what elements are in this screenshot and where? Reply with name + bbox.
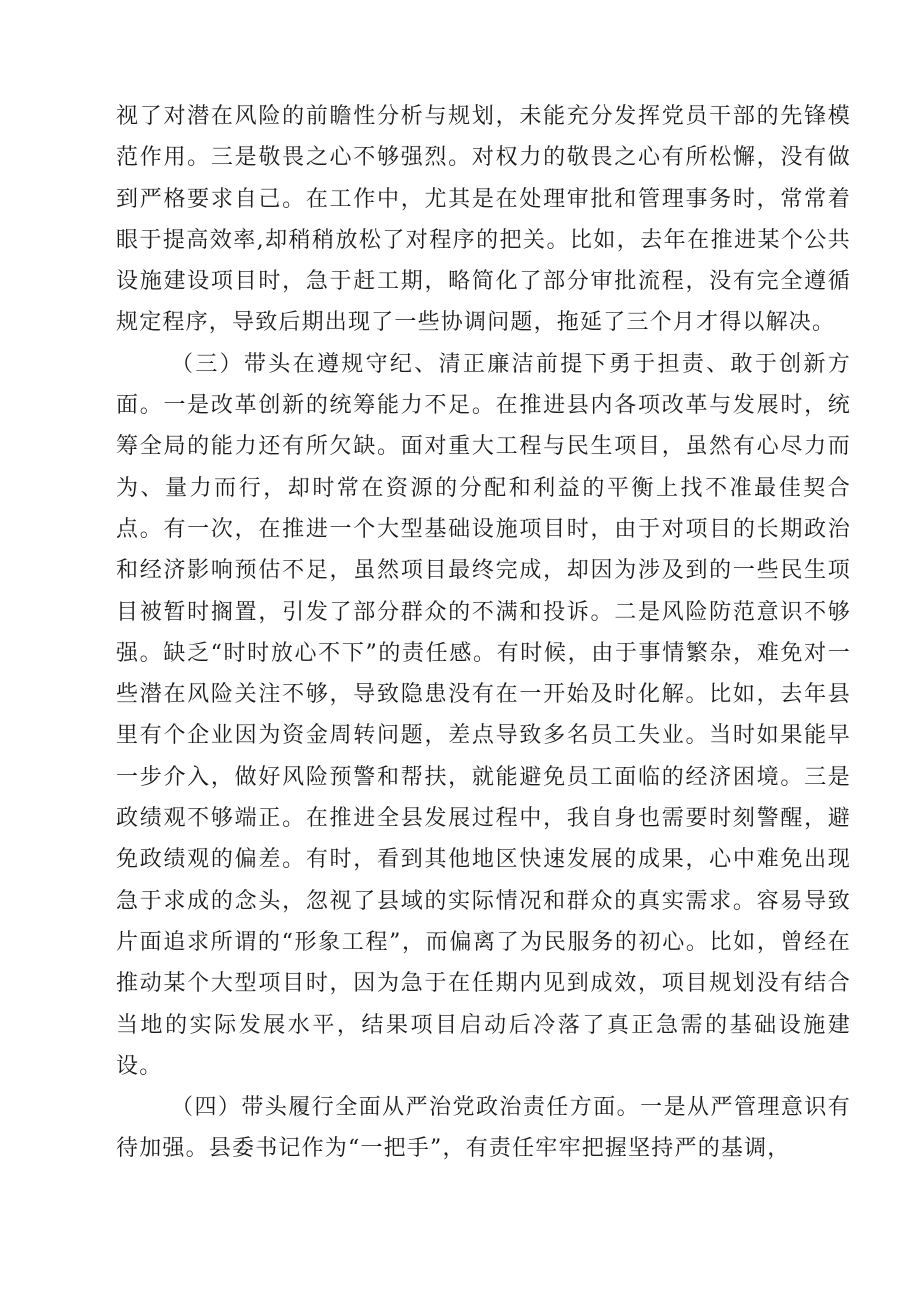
document-body	[116, 96, 851, 1170]
paragraph-section-4: （四）带头履行全面从严治党政治责任方面。一是从严管理意识有待加强。县委书记作为“一把手”，有责任牢牢把握坚持严的基调，	[116, 1095, 851, 1162]
paragraph-continuation: 视了对潜在风险的前瞻性分析与规划，未能充分发挥党员干部的先锋模范作用。三是敬畏之心不够强烈。对权力的敬畏之心有所松懈，没有做到严格要求自己。在工作中，尤其是在处理审批和管理事务时，常常着眼于提高效率,却稍稍放松了对程序的把关。比如，去年在推进某个公共设施建设项目时，急于赶工期，略简化了部分审批流程，没有完全遵循规定程序，导致后期出现了一些协调问题，拖延了三个月才得以解决。	[116, 104, 851, 336]
paragraph-section-3: （三）带头在遵规守纪、清正廉洁前提下勇于担责、敢于创新方面。一是改革创新的统筹能力不足。在推进县内各项改革与发展时，统筹全局的能力还有所欠缺。面对重大工程与民生项目，虽然有心尽力而为、量力而行，却时常在资源的分配和利益的平衡上找不准最佳契合点。有一次，在推进一个大型基础设施项目时，由于对项目的长期政治和经济影响预估不足，虽然项目最终完成，却因为涉及到的一些民生项目被暂时搁置，引发了部分群众的不满和投诉。二是风险防范意识不够强。缺乏“时时放心不下”的责任感。有时候，由于事情繁杂，难免对一些潜在风险关注不够，导致隐患没有在一开始及时化解。比如，去年县里有个企业因为资金周转问题，差点导致多名员工失业。当时如果能早一步介入，做好风险预警和帮扶，就能避免员工面临的经济困境。三是政绩观不够端正。在推进全县发展过程中，我自身也需要时刻警醒，避免政绩观的偏差。有时，看到其他地区快速发展的成果，心中难免出现急于求成的念头，忽视了县域的实际情况和群众的真实需求。容易导致片面追求所谓的“形象工程”，而偏离了为民服务的初心。比如，曾经在推动某个大型项目时，因为急于在任期内见到成效，项目规划没有结合当地的实际发展水平，结果项目启动后冷落了真正急需的基础设施建设。	[116, 351, 851, 1079]
